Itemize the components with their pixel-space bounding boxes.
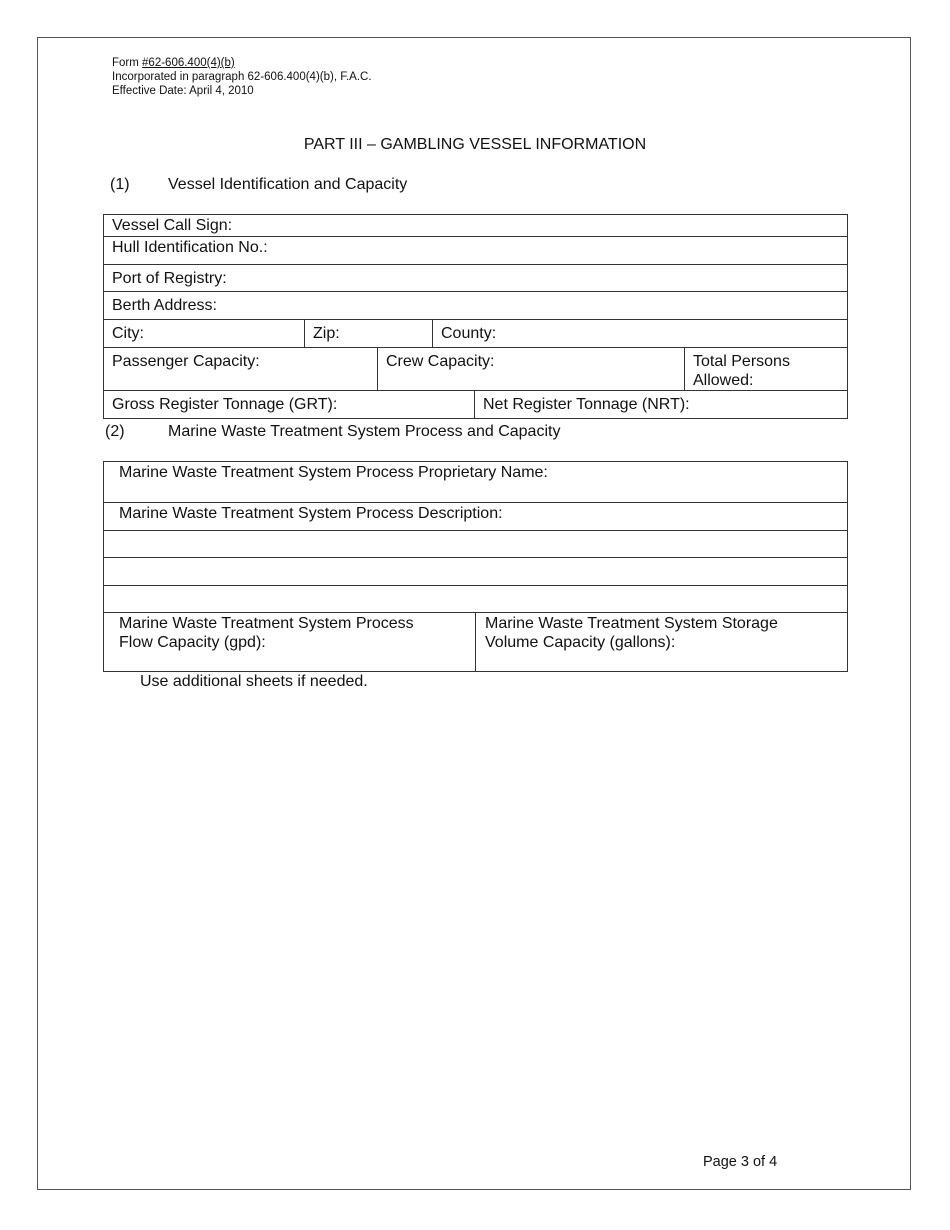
grt-label: Gross Register Tonnage (GRT):: [112, 396, 338, 413]
storage-capacity-label-line1: Marine Waste Treatment System Storage: [485, 615, 778, 632]
description-line-1[interactable]: [104, 531, 848, 558]
flow-capacity-field[interactable]: [104, 613, 476, 672]
zip-label: Zip:: [313, 325, 340, 342]
vessel-identification-table: [103, 214, 848, 419]
grt-field[interactable]: [104, 391, 475, 419]
proprietary-name-field[interactable]: [104, 462, 848, 503]
form-header: [112, 56, 372, 98]
passenger-capacity-field[interactable]: [104, 348, 378, 391]
total-persons-label: Total Persons Allowed:: [693, 353, 790, 389]
berth-address-label: Berth Address:: [112, 297, 217, 314]
description-field[interactable]: [104, 503, 848, 531]
city-field[interactable]: [104, 320, 305, 348]
hull-id-label: Hull Identification No.:: [112, 239, 268, 256]
proprietary-name-label: Marine Waste Treatment System Process Proprietary Name:: [119, 464, 548, 481]
description-line-2[interactable]: [104, 558, 848, 586]
incorporated-line: Incorporated in paragraph 62-606.400(4)(b), F.A.C.: [112, 71, 372, 83]
city-label: City:: [112, 325, 144, 342]
vessel-call-sign-field[interactable]: [104, 215, 848, 237]
description-label: Marine Waste Treatment System Process Description:: [119, 505, 503, 522]
section1-title: Vessel Identification and Capacity: [168, 176, 408, 193]
section1-number: (1): [110, 176, 130, 193]
section1-heading: [110, 176, 407, 194]
berth-address-field[interactable]: [104, 292, 848, 320]
storage-capacity-field[interactable]: [476, 613, 848, 672]
nrt-label: Net Register Tonnage (NRT):: [483, 396, 690, 413]
total-persons-field[interactable]: [685, 348, 848, 391]
form-prefix: Form: [112, 57, 143, 69]
port-of-registry-field[interactable]: [104, 265, 848, 292]
waste-treatment-table: [103, 461, 848, 672]
county-field[interactable]: [433, 320, 848, 348]
vessel-call-sign-label: Vessel Call Sign:: [112, 217, 233, 234]
flow-capacity-label-line2: Flow Capacity (gpd):: [119, 634, 266, 651]
nrt-field[interactable]: [475, 391, 848, 419]
storage-capacity-label-line2: Volume Capacity (gallons):: [485, 634, 676, 651]
description-line-3[interactable]: [104, 586, 848, 613]
form-number-line: [112, 56, 372, 70]
county-label: County:: [441, 325, 497, 342]
flow-capacity-label-line1: Marine Waste Treatment System Process: [119, 615, 414, 632]
crew-capacity-field[interactable]: [378, 348, 685, 391]
section2-number: (2): [105, 423, 125, 440]
form-number-link[interactable]: #62-606.400(4)(b): [142, 57, 235, 69]
crew-capacity-label: Crew Capacity:: [386, 353, 495, 370]
page-number: Page 3 of 4: [703, 1154, 778, 1170]
section2-heading: [105, 423, 560, 441]
additional-sheets-note: Use additional sheets if needed.: [140, 673, 368, 690]
effective-date: Effective Date: April 4, 2010: [112, 85, 254, 97]
passenger-capacity-label: Passenger Capacity:: [112, 353, 260, 370]
section2-title: Marine Waste Treatment System Process and Capacity: [168, 423, 561, 440]
zip-field[interactable]: [305, 320, 433, 348]
page-title: PART III – GAMBLING VESSEL INFORMATION: [303, 136, 647, 153]
hull-id-field[interactable]: [104, 237, 848, 265]
port-of-registry-label: Port of Registry:: [112, 270, 227, 287]
